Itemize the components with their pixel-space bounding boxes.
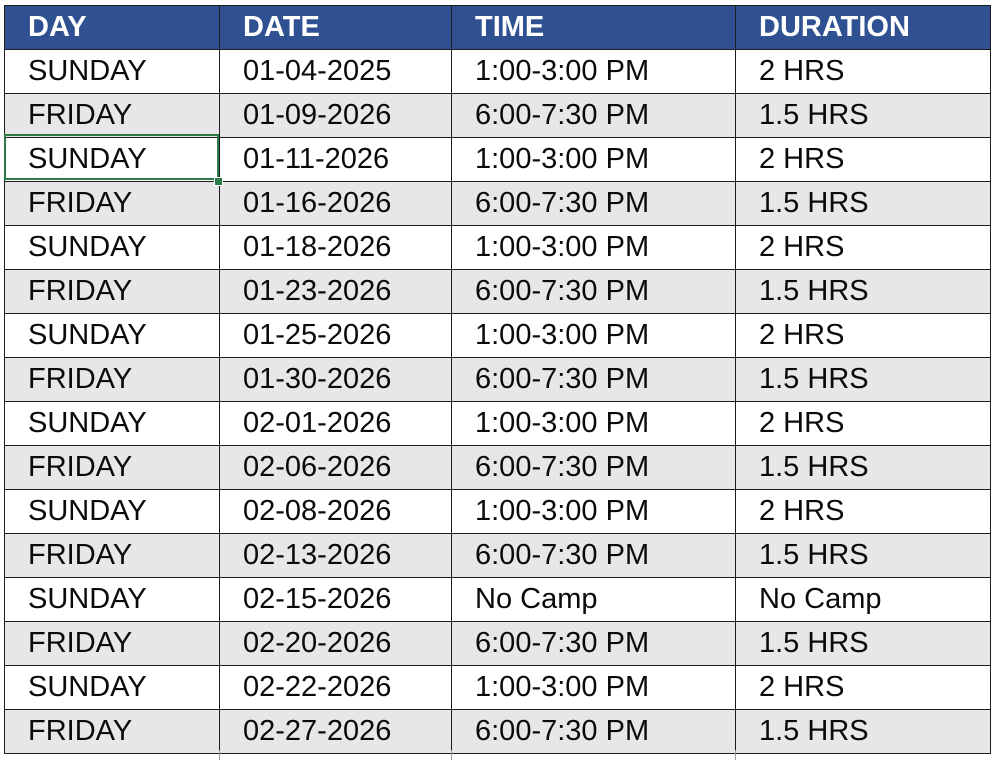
table-row (5, 182, 991, 226)
duration-cell[interactable]: 2 HRS (736, 490, 991, 534)
time-cell[interactable]: 1:00-3:00 PM (452, 314, 736, 358)
table-row (5, 622, 991, 666)
day-cell[interactable]: FRIDAY (5, 534, 220, 578)
table-row (5, 138, 991, 182)
day-cell[interactable]: FRIDAY (5, 622, 220, 666)
duration-cell[interactable]: 2 HRS (736, 50, 991, 94)
date-cell[interactable]: 01-23-2026 (220, 270, 452, 314)
date-cell[interactable]: 02-06-2026 (220, 446, 452, 490)
time-cell[interactable]: 6:00-7:30 PM (452, 94, 736, 138)
table-row (5, 446, 991, 490)
date-cell[interactable]: 02-27-2026 (220, 710, 452, 754)
day-cell[interactable]: SUNDAY (5, 402, 220, 446)
day-cell[interactable]: FRIDAY (5, 710, 220, 754)
day-cell[interactable]: FRIDAY (5, 446, 220, 490)
duration-cell[interactable]: 1.5 HRS (736, 710, 991, 754)
date-cell[interactable]: 01-25-2026 (220, 314, 452, 358)
gridline (735, 750, 736, 760)
day-cell[interactable]: FRIDAY (5, 270, 220, 314)
day-cell[interactable]: SUNDAY (5, 490, 220, 534)
duration-cell[interactable]: 1.5 HRS (736, 182, 991, 226)
duration-cell[interactable]: 1.5 HRS (736, 534, 991, 578)
duration-cell[interactable]: 1.5 HRS (736, 446, 991, 490)
time-cell[interactable]: 6:00-7:30 PM (452, 446, 736, 490)
date-cell[interactable]: 01-11-2026 (220, 138, 452, 182)
time-cell[interactable]: 1:00-3:00 PM (452, 402, 736, 446)
time-cell[interactable]: No Camp (452, 578, 736, 622)
time-cell[interactable]: 6:00-7:30 PM (452, 710, 736, 754)
date-cell[interactable]: 02-20-2026 (220, 622, 452, 666)
table-row (5, 534, 991, 578)
header-day[interactable]: DAY (5, 6, 220, 50)
table-row (5, 358, 991, 402)
date-cell[interactable]: 02-08-2026 (220, 490, 452, 534)
date-cell[interactable]: 01-30-2026 (220, 358, 452, 402)
day-cell[interactable]: SUNDAY (5, 314, 220, 358)
date-cell[interactable]: 02-22-2026 (220, 666, 452, 710)
header-date[interactable]: DATE (220, 6, 452, 50)
table-row (5, 490, 991, 534)
time-cell[interactable]: 6:00-7:30 PM (452, 182, 736, 226)
day-cell[interactable]: SUNDAY (5, 578, 220, 622)
schedule-table (4, 5, 991, 754)
date-cell[interactable]: 02-13-2026 (220, 534, 452, 578)
table-row (5, 314, 991, 358)
time-cell[interactable]: 1:00-3:00 PM (452, 666, 736, 710)
date-cell[interactable]: 01-18-2026 (220, 226, 452, 270)
table-row (5, 710, 991, 754)
duration-cell[interactable]: 1.5 HRS (736, 270, 991, 314)
time-cell[interactable]: 1:00-3:00 PM (452, 50, 736, 94)
header-row (5, 6, 991, 50)
table-row (5, 578, 991, 622)
day-cell-selected[interactable]: SUNDAY (5, 138, 220, 182)
duration-cell[interactable]: 1.5 HRS (736, 358, 991, 402)
duration-cell[interactable]: 1.5 HRS (736, 622, 991, 666)
fill-handle[interactable] (214, 177, 223, 186)
date-cell[interactable]: 02-01-2026 (220, 402, 452, 446)
date-cell[interactable]: 01-04-2025 (220, 50, 452, 94)
day-cell[interactable]: SUNDAY (5, 666, 220, 710)
table-row (5, 402, 991, 446)
time-cell[interactable]: 6:00-7:30 PM (452, 358, 736, 402)
table-row (5, 666, 991, 710)
day-cell[interactable]: FRIDAY (5, 182, 220, 226)
table-row (5, 94, 991, 138)
duration-cell[interactable]: 1.5 HRS (736, 94, 991, 138)
day-cell[interactable]: SUNDAY (5, 226, 220, 270)
header-duration[interactable]: DURATION (736, 6, 991, 50)
time-cell[interactable]: 1:00-3:00 PM (452, 138, 736, 182)
date-cell[interactable]: 01-16-2026 (220, 182, 452, 226)
day-cell[interactable]: SUNDAY (5, 50, 220, 94)
time-cell[interactable]: 6:00-7:30 PM (452, 270, 736, 314)
spreadsheet (4, 5, 990, 754)
duration-cell[interactable]: 2 HRS (736, 402, 991, 446)
duration-cell[interactable]: No Camp (736, 578, 991, 622)
date-cell[interactable]: 02-15-2026 (220, 578, 452, 622)
gridline (451, 750, 452, 760)
duration-cell[interactable]: 2 HRS (736, 226, 991, 270)
table-row (5, 50, 991, 94)
duration-cell[interactable]: 2 HRS (736, 138, 991, 182)
time-cell[interactable]: 1:00-3:00 PM (452, 490, 736, 534)
day-cell[interactable]: FRIDAY (5, 358, 220, 402)
duration-cell[interactable]: 2 HRS (736, 314, 991, 358)
date-cell[interactable]: 01-09-2026 (220, 94, 452, 138)
header-time[interactable]: TIME (452, 6, 736, 50)
time-cell[interactable]: 6:00-7:30 PM (452, 622, 736, 666)
table-row (5, 226, 991, 270)
duration-cell[interactable]: 2 HRS (736, 666, 991, 710)
time-cell[interactable]: 1:00-3:00 PM (452, 226, 736, 270)
time-cell[interactable]: 6:00-7:30 PM (452, 534, 736, 578)
gridline (219, 750, 220, 760)
table-row (5, 270, 991, 314)
day-cell[interactable]: FRIDAY (5, 94, 220, 138)
